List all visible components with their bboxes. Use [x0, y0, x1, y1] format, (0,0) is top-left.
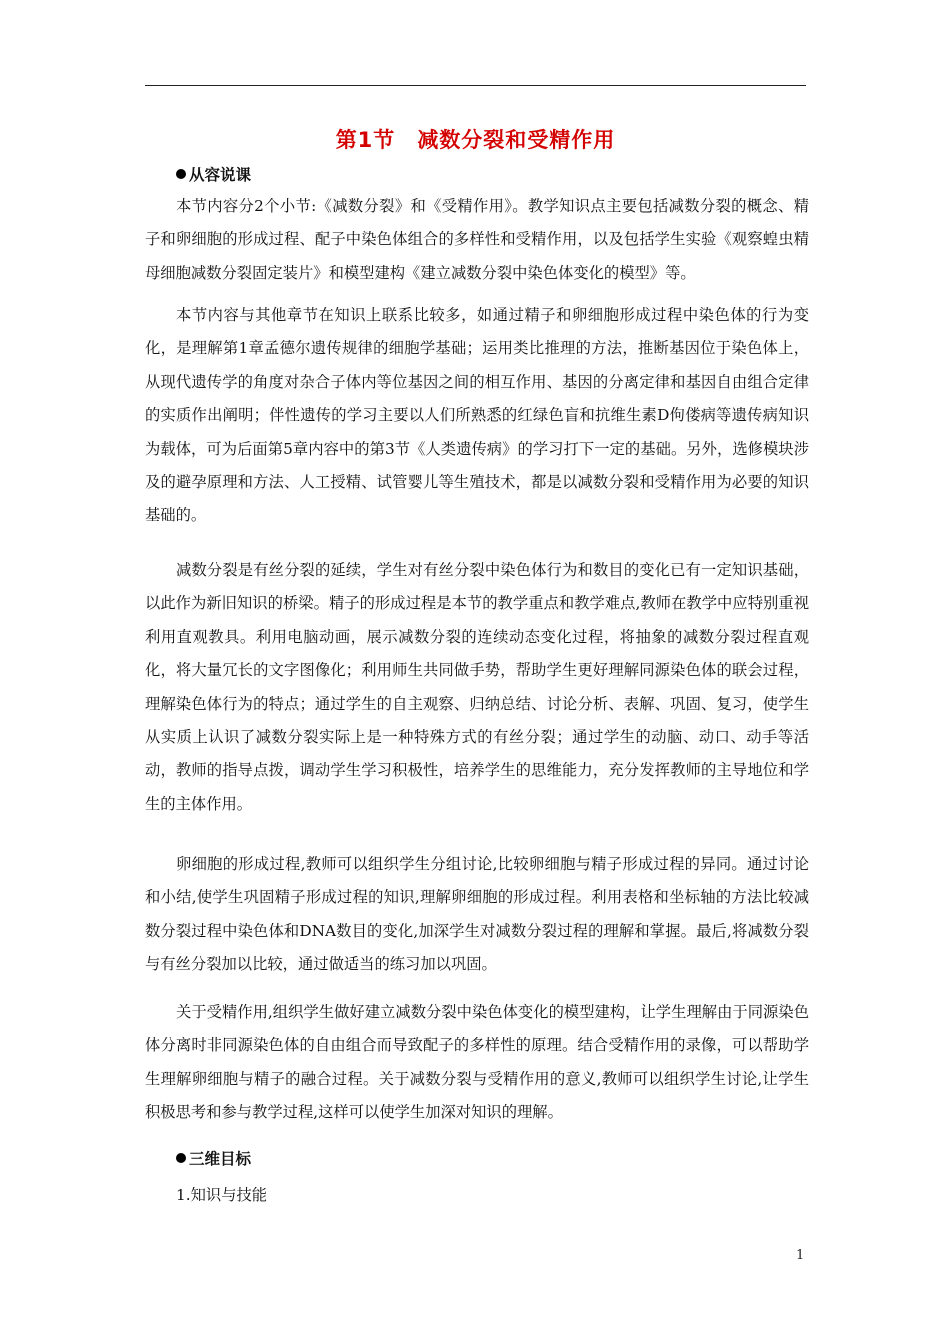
bullet-icon — [176, 1153, 186, 1163]
paragraph-4: 卵细胞的形成过程,教师可以组织学生分组讨论,比较卵细胞与精子形成过程的异同。通过讨论和小结,使学生巩固精子形成过程的知识,理解卵细胞的形成过程。利用表格和坐标轴的方法比较减数分裂过程中染色体和DNA数目的变化,加深学生对减数分裂过程的理解和掌握。最后,将减数分裂与有丝分裂加以比较，通过做适当的练习加以巩固。 — [145, 855, 809, 974]
paragraph-5: 关于受精作用,组织学生做好建立减数分裂中染色体变化的模型建构，让学生理解由于同源染色体分离时非同源染色体的自由组合而导致配子的多样性的原理。结合受精作用的录像，可以帮助学生理解卵细胞与精子的融合过程。关于减数分裂与受精作用的意义,教师可以组织学生讨论,让学生积极思考和参与教学过程,这样可以使学生加深对知识的理解。 — [145, 1003, 809, 1122]
paragraph-3: 减数分裂是有丝分裂的延续，学生对有丝分裂中染色体行为和数目的变化已有一定知识基础，以此作为新旧知识的桥梁。精子的形成过程是本节的教学重点和教学难点,教师在教学中应特别重视利用直观教具。利用电脑动画，展示减数分裂的连续动态变化过程，将抽象的减数分裂过程直观化，将大量冗长的文字图像化；利用师生共同做手势，帮助学生更好理解同源染色体的联会过程，理解染色体行为的特点；通过学生的自主观察、归纳总结、讨论分析、表解、巩固、复习，使学生从实质上认识了减数分裂实际上是一种特殊方式的有丝分裂；通过学生的动脑、动口、动手等活动，教师的指导点拨，调动学生学习积极性，培养学生的思维能力，充分发挥教师的主导地位和学生的主体作用。 — [145, 561, 809, 813]
section-heading-2: 三维目标 — [176, 1147, 251, 1169]
sub-item-knowledge-skills: 1.知识与技能 — [176, 1186, 268, 1204]
paragraph-2: 本节内容与其他章节在知识上联系比较多，如通过精子和卵细胞形成过程中染色体的行为变化，是理解第1章孟德尔遗传规律的细胞学基础；运用类比推理的方法，推断基因位于染色体上，从现代遗传学的角度对杂合子体内等位基因之间的相互作用、基因的分离定律和基因自由组合定律的实质作出阐明；伴性遗传的学习主要以人们所熟悉的红绿色盲和抗维生素D佝偻病等遗传病知识为载体，可为后面第5章内容中的第3节《人类遗传病》的学习打下一定的基础。另外，选修模块涉及的避孕原理和方法、人工授精、试管婴儿等生殖技术，都是以减数分裂和受精作用为必要的知识基础的。 — [145, 306, 809, 525]
page-number: 1 — [796, 1248, 805, 1263]
title-number: 第1节 — [335, 128, 396, 152]
section-heading-1: 从容说课 — [176, 163, 251, 185]
page-title — [145, 124, 806, 154]
bullet-icon — [176, 169, 186, 179]
title-text: 减数分裂和受精作用 — [417, 128, 616, 152]
header-rule — [145, 85, 806, 86]
paragraph-1: 本节内容分2个小节:《减数分裂》和《受精作用》。教学知识点主要包括减数分裂的概念、精子和卵细胞的形成过程、配子中染色体组合的多样性和受精作用，以及包括学生实验《观察蝗虫精母细胞减数分裂固定装片》和模型建构《建立减数分裂中染色体变化的模型》等。 — [145, 197, 809, 282]
